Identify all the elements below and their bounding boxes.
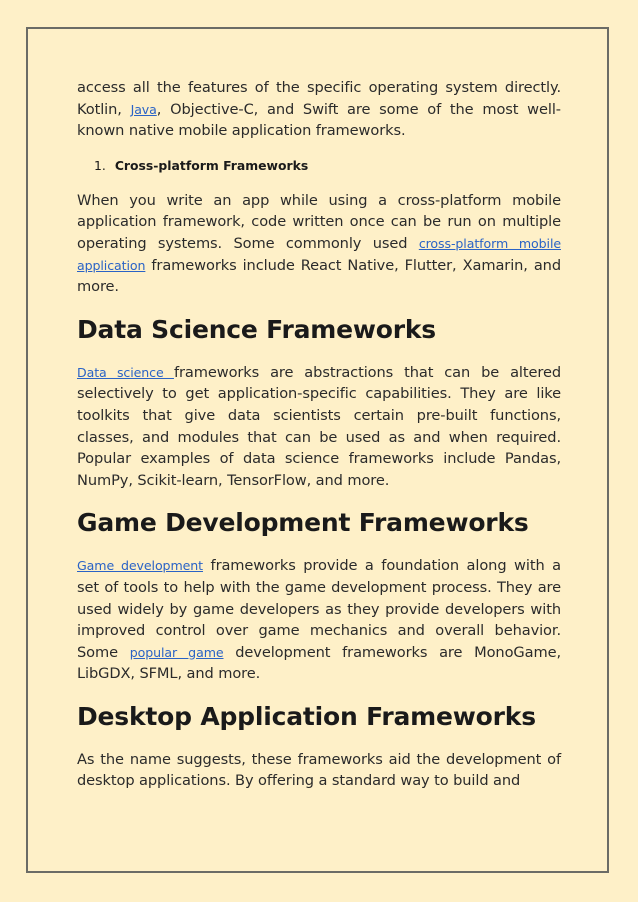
paragraph-desktop: As the name suggests, these frameworks aid the development of desktop applications. By offering a standard way to build and [77,750,561,790]
heading-desktop-application: Desktop Application Frameworks [77,701,536,731]
paragraph-native-frameworks: access all the features of the specific operating system directly. Kotlin, Java, Objective-C, and Swift are some of the most well-known native mobile application frameworks. [77,79,561,140]
link-popular-game[interactable]: popular game [129,644,224,660]
link-data-science[interactable]: Data science [77,364,174,380]
link-java[interactable]: Java [130,101,157,117]
list-item-label: Cross-platform Frameworks [114,157,309,173]
paragraph-cross-platform: When you write an app while using a cross-platform mobile application framework, code written once can be run on multiple operating systems. Some commonly used cross-platform mobile application frameworks include React Native, Flutter, Xamarin, and more. [77,191,561,296]
list-item-cross-platform [94,158,561,174]
paragraph-game-development: Game development frameworks provide a foundation along with a set of tools to help with the game development process. They are used widely by game developers as they provide developers with improved control over game mechanics and overall behavior. Some popular game development frameworks are MonoGame, LibGDX, SFML, and more. [77,557,561,683]
link-game-development[interactable]: Game development [77,558,203,574]
heading-game-development: Game Development Frameworks [77,508,529,538]
document-body [77,77,561,792]
paragraph-data-science: Data science frameworks are abstractions that can be altered selectively to get application-specific capabilities. They are like toolkits that give data scientists certain pre-built functions, classes, and modules that can be used as and when required. Popular examples of data science frameworks include Pandas, NumPy, Scikit-learn, TensorFlow, and more. [77,363,561,489]
link-cross-platform-mobile-application[interactable]: cross-platform mobile application [77,235,561,273]
list-number: 1. [94,157,106,173]
heading-data-science: Data Science Frameworks [77,314,436,344]
